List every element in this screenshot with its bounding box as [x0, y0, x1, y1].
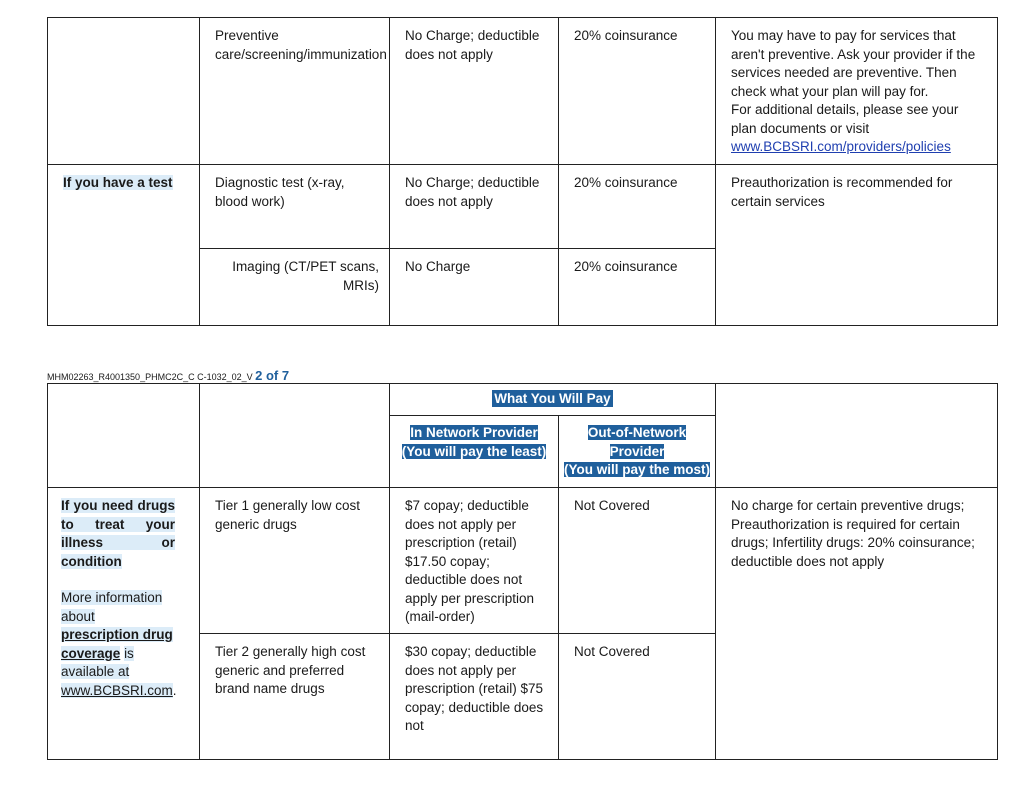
service-label: Diagnostic test (x-ray, blood work): [215, 175, 345, 209]
in-network-header-line2: (You will pay the least): [401, 443, 547, 459]
out-network-cost: 20% coinsurance: [574, 28, 678, 43]
out-network-cell: [559, 165, 716, 249]
bcbsri-website-link[interactable]: www.BCBSRI.com: [61, 682, 173, 698]
out-network-cell: [559, 18, 716, 165]
prescription-drug-coverage-link[interactable]: prescription drug coverage: [61, 627, 173, 661]
in-network-cost: No Charge; deductible does not apply: [405, 28, 540, 62]
out-network-cell: [559, 634, 716, 760]
header-empty-cell: [48, 384, 200, 488]
in-network-cell: [390, 165, 559, 249]
out-network-header-line1: Out-of-Network: [587, 425, 687, 440]
header-in-network: [390, 416, 559, 488]
header-empty-cell: [200, 384, 390, 488]
policies-link[interactable]: www.BCBSRI.com/providers/policies: [731, 139, 951, 154]
limitations-text: You may have to pay for services that aren't preventive. Ask your provider if the services needed are preventive. Then check what your plan will pay for.: [731, 28, 976, 99]
out-network-cell: [559, 249, 716, 326]
limitations-text: No charge for certain preventive drugs; Preauthorization is required for certain drugs; Infertility drugs: 20% coinsurance; deductible does not apply: [731, 498, 975, 569]
what-you-pay-label: What You Will Pay: [494, 391, 611, 407]
out-network-header-line3: (You will pay the most): [563, 462, 710, 477]
in-network-cost: No Charge: [405, 259, 471, 274]
out-network-cost: 20% coinsurance: [574, 175, 678, 190]
service-cell: [200, 488, 390, 634]
service-label: Imaging (CT/PET scans, MRIs): [232, 259, 379, 293]
in-network-cell: [390, 249, 559, 326]
in-network-cost: No Charge; deductible does not apply: [405, 175, 540, 209]
service-cell: [200, 18, 390, 165]
header-what-you-pay: [390, 384, 716, 416]
service-cell: [200, 165, 390, 249]
limitations-cell: [716, 488, 998, 760]
event-label-test: If you have a test: [63, 175, 173, 190]
in-network-header-line1: In Network Provider: [410, 425, 538, 440]
page-number: 2 of 7: [255, 368, 290, 383]
out-network-header-line2: Provider: [609, 443, 665, 459]
event-cell-empty: [48, 18, 200, 165]
limitations-cell: [716, 165, 998, 326]
out-network-cell: [559, 488, 716, 634]
limitations-cell: [716, 18, 998, 165]
header-out-network: [559, 416, 716, 488]
in-network-cell: [390, 18, 559, 165]
in-network-cost: $7 copay; deductible does not apply per prescription (retail) $17.50 copay; deductible does not apply per prescription (mail-order): [405, 498, 535, 624]
event-cell-test: [48, 165, 200, 326]
in-network-cost: $30 copay; deductible does not apply per prescription (retail) $75 copay; deductible does not: [405, 644, 544, 733]
document-id: MHM02263_R4001350_PHMC2C_C C-1032_02_V: [47, 372, 253, 382]
out-network-cost: Not Covered: [574, 644, 650, 659]
out-network-cost: Not Covered: [574, 498, 650, 513]
service-cell: [200, 634, 390, 760]
out-network-cost: 20% coinsurance: [574, 259, 678, 274]
limitations-text: Preauthorization is recommended for certain services: [731, 175, 953, 209]
in-network-cell: [390, 488, 559, 634]
service-label: Tier 1 generally low cost generic drugs: [215, 498, 361, 532]
in-network-cell: [390, 634, 559, 760]
more-info-text: More information about prescription drug coverage is available at www.BCBSRI.com.: [61, 590, 177, 698]
service-label: Preventive care/screening/immunization: [215, 28, 387, 62]
event-cell-drugs: [48, 488, 200, 760]
service-cell: [200, 249, 390, 326]
benefits-table-drugs: [47, 383, 998, 760]
benefits-table-top: [47, 17, 998, 326]
header-empty-cell: [716, 384, 998, 488]
service-label: Tier 2 generally high cost generic and preferred brand name drugs: [215, 644, 366, 696]
limitations-text-details: For additional details, please see your plan documents or visit: [731, 102, 959, 136]
event-label-drugs: If you need drugs to treat your illness or condition: [61, 498, 175, 569]
